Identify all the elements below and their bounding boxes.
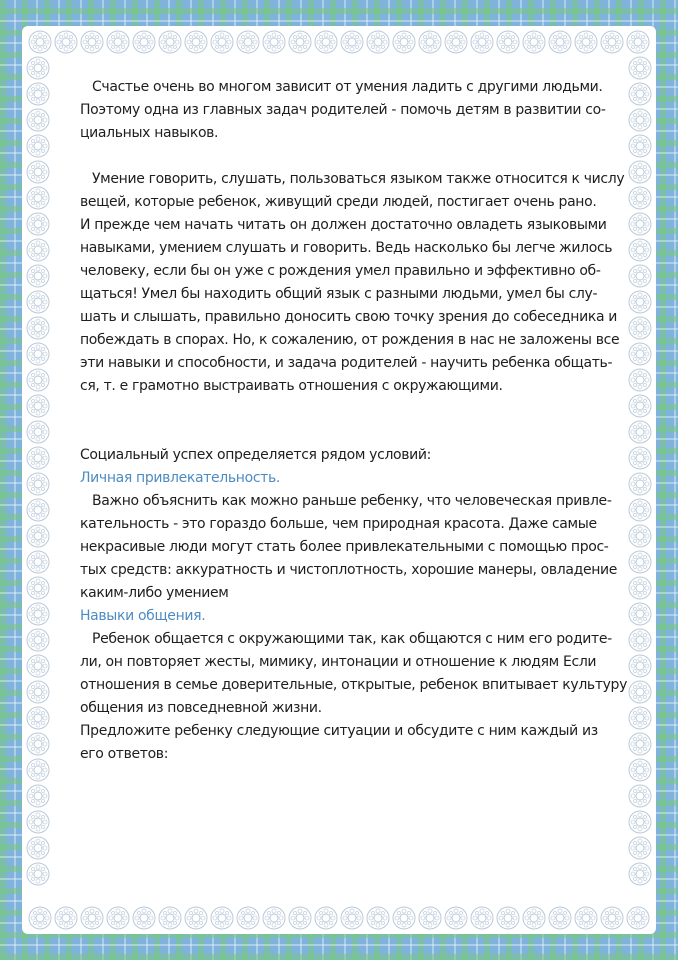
lace-flower-icon — [27, 525, 49, 547]
text-line: человеку, если бы он уже с рождения умел правильно и эффективно об- — [80, 263, 601, 279]
lace-flower-icon — [27, 187, 49, 209]
lace-flower-icon — [159, 907, 181, 929]
section-heading-communication: Навыки общения. — [80, 608, 206, 624]
lace-flower-icon — [27, 135, 49, 157]
lace-flower-icon — [27, 811, 49, 833]
section-heading-attractiveness: Личная привлекательность. — [80, 470, 280, 486]
lace-flower-icon — [367, 31, 389, 53]
lace-flower-icon — [185, 31, 207, 53]
lace-flower-icon — [629, 759, 651, 781]
lace-flower-icon — [367, 907, 389, 929]
lace-flower-icon — [629, 57, 651, 79]
lace-flower-icon — [393, 907, 415, 929]
lace-flower-icon — [289, 31, 311, 53]
lace-flower-icon — [27, 759, 49, 781]
lace-flower-icon — [629, 291, 651, 313]
paragraph-intro — [80, 76, 628, 145]
text-line: отношения в семье доверительные, открытые, ребенок впитывает культуру — [80, 677, 628, 693]
lace-flower-icon — [629, 785, 651, 807]
text-line: циальных навыков. — [80, 125, 219, 141]
text-line: И прежде чем начать читать он должен достаточно овладеть языковыми — [80, 217, 607, 233]
paragraph-closing — [80, 720, 628, 766]
lace-flower-icon — [629, 161, 651, 183]
lace-flower-icon — [27, 785, 49, 807]
lace-flower-icon — [629, 863, 651, 885]
lace-flower-icon — [27, 603, 49, 625]
lace-flower-icon — [601, 31, 623, 53]
lace-flower-icon — [263, 907, 285, 929]
text-line: общения из повседневной жизни. — [80, 700, 322, 716]
text-line: Предложите ребенку следующие ситуации и обсудите с ним каждый из — [80, 723, 598, 739]
lace-flower-icon — [629, 811, 651, 833]
paragraph-communication — [80, 628, 628, 720]
lace-flower-icon — [237, 907, 259, 929]
lace-flower-icon — [419, 31, 441, 53]
lace-flower-icon — [27, 499, 49, 521]
lace-flower-icon — [445, 907, 467, 929]
lace-flower-icon — [27, 655, 49, 677]
lace-flower-icon — [315, 31, 337, 53]
lace-flower-icon — [341, 907, 363, 929]
lace-flower-icon — [263, 31, 285, 53]
lace-flower-icon — [629, 577, 651, 599]
lace-flower-icon — [629, 317, 651, 339]
lace-flower-icon — [27, 577, 49, 599]
lace-flower-icon — [627, 31, 649, 53]
lace-flower-icon — [629, 681, 651, 703]
paragraph-speech — [80, 168, 628, 398]
text-line: Ребенок общается с окружающими так, как общаются с ним его родите- — [92, 631, 612, 647]
lace-flower-icon — [629, 551, 651, 573]
lace-flower-icon — [27, 837, 49, 859]
lace-flower-icon — [211, 907, 233, 929]
text-line: некрасивые люди могут стать более привлекательными с помощью прос- — [80, 539, 609, 555]
lace-flower-icon — [289, 907, 311, 929]
lace-flower-icon — [27, 369, 49, 391]
text-line: его ответов: — [80, 746, 169, 762]
lace-flower-icon — [27, 551, 49, 573]
lace-flower-icon — [629, 187, 651, 209]
lace-flower-icon — [629, 499, 651, 521]
lace-flower-icon — [629, 447, 651, 469]
lace-flower-icon — [27, 447, 49, 469]
lace-flower-icon — [629, 655, 651, 677]
lace-flower-icon — [549, 907, 571, 929]
lace-flower-icon — [629, 473, 651, 495]
lace-flower-icon — [27, 265, 49, 287]
lace-flower-icon — [601, 907, 623, 929]
lace-flower-icon — [81, 907, 103, 929]
lace-flower-icon — [629, 83, 651, 105]
lace-flower-icon — [629, 733, 651, 755]
lace-flower-icon — [27, 239, 49, 261]
lace-flower-icon — [27, 109, 49, 131]
lace-flower-icon — [471, 907, 493, 929]
lace-flower-icon — [27, 421, 49, 443]
text-line: эти навыки и способности, и задача родителей - научить ребенка общать- — [80, 355, 613, 371]
lace-flower-icon — [549, 31, 571, 53]
text-line: Поэтому одна из главных задач родителей - помочь детям в развитии со- — [80, 102, 606, 118]
lace-flower-icon — [629, 603, 651, 625]
paragraph-attractiveness — [80, 490, 628, 605]
lace-flower-icon — [27, 733, 49, 755]
lace-flower-icon — [55, 31, 77, 53]
lace-flower-icon — [629, 343, 651, 365]
lace-flower-icon — [27, 629, 49, 651]
lace-flower-icon — [27, 395, 49, 417]
text-line: Счастье очень во многом зависит от умения ладить с другими людьми. — [92, 79, 603, 95]
lace-flower-icon — [445, 31, 467, 53]
text-line: каким-либо умением — [80, 585, 229, 601]
lace-flower-icon — [627, 907, 649, 929]
lace-flower-icon — [629, 629, 651, 651]
lace-flower-icon — [575, 907, 597, 929]
lace-flower-icon — [27, 317, 49, 339]
lace-flower-icon — [523, 31, 545, 53]
text-line: тых средств: аккуратность и чистоплотность, хорошие манеры, овладение — [80, 562, 618, 578]
lace-flower-icon — [629, 213, 651, 235]
lace-flower-icon — [107, 907, 129, 929]
lace-flower-icon — [27, 161, 49, 183]
lace-flower-icon — [27, 473, 49, 495]
lace-flower-icon — [393, 31, 415, 53]
lace-flower-icon — [497, 31, 519, 53]
lace-flower-icon — [629, 265, 651, 287]
lace-flower-icon — [81, 31, 103, 53]
lace-flower-icon — [27, 343, 49, 365]
lace-flower-icon — [185, 907, 207, 929]
lace-flower-icon — [629, 395, 651, 417]
text-line: вещей, которые ребенок, живущий среди людей, постигает очень рано. — [80, 194, 597, 210]
lace-flower-icon — [629, 135, 651, 157]
text-line: Важно объяснить как можно раньше ребенку, что человеческая привле- — [92, 493, 612, 509]
lace-flower-icon — [159, 31, 181, 53]
text-line: побеждать в спорах. Но, к сожалению, от рождения в нас не заложены все — [80, 332, 620, 348]
lace-flower-icon — [133, 907, 155, 929]
lace-flower-icon — [629, 707, 651, 729]
text-line: шать и слышать, правильно доносить свою точку зрения до собеседника и — [80, 309, 618, 325]
lace-flower-icon — [27, 707, 49, 729]
lace-flower-icon — [629, 421, 651, 443]
article-body — [80, 76, 628, 766]
lace-flower-icon — [27, 681, 49, 703]
lace-flower-icon — [133, 31, 155, 53]
lace-flower-icon — [27, 57, 49, 79]
lace-flower-icon — [629, 525, 651, 547]
lace-flower-icon — [629, 837, 651, 859]
lace-flower-icon — [55, 907, 77, 929]
text-line: навыками, умением слушать и говорить. Ведь насколько бы легче жилось — [80, 240, 613, 256]
lace-flower-icon — [29, 31, 51, 53]
social-success-intro: Социальный успех определяется рядом условий: — [80, 447, 432, 463]
text-line: Умение говорить, слушать, пользоваться языком также относится к числу — [92, 171, 625, 187]
lace-flower-icon — [575, 31, 597, 53]
text-line: щаться! Умел бы находить общий язык с разными людьми, умел бы слу- — [80, 286, 598, 302]
lace-flower-icon — [523, 907, 545, 929]
lace-flower-icon — [107, 31, 129, 53]
lace-flower-icon — [29, 907, 51, 929]
lace-flower-icon — [419, 907, 441, 929]
lace-flower-icon — [27, 213, 49, 235]
lace-flower-icon — [27, 83, 49, 105]
lace-flower-icon — [211, 31, 233, 53]
lace-flower-icon — [341, 31, 363, 53]
text-line: ли, он повторяет жесты, мимику, интонации и отношение к людям Если — [80, 654, 597, 670]
lace-flower-icon — [315, 907, 337, 929]
text-line: ся, т. е грамотно выстраивать отношения с окружающими. — [80, 378, 503, 394]
lace-flower-icon — [497, 907, 519, 929]
lace-flower-icon — [629, 239, 651, 261]
lace-flower-icon — [237, 31, 259, 53]
lace-flower-icon — [27, 863, 49, 885]
lace-flower-icon — [629, 109, 651, 131]
lace-flower-icon — [471, 31, 493, 53]
lace-flower-icon — [629, 369, 651, 391]
lace-flower-icon — [27, 291, 49, 313]
text-line: кательность - это гораздо больше, чем природная красота. Даже самые — [80, 516, 597, 532]
